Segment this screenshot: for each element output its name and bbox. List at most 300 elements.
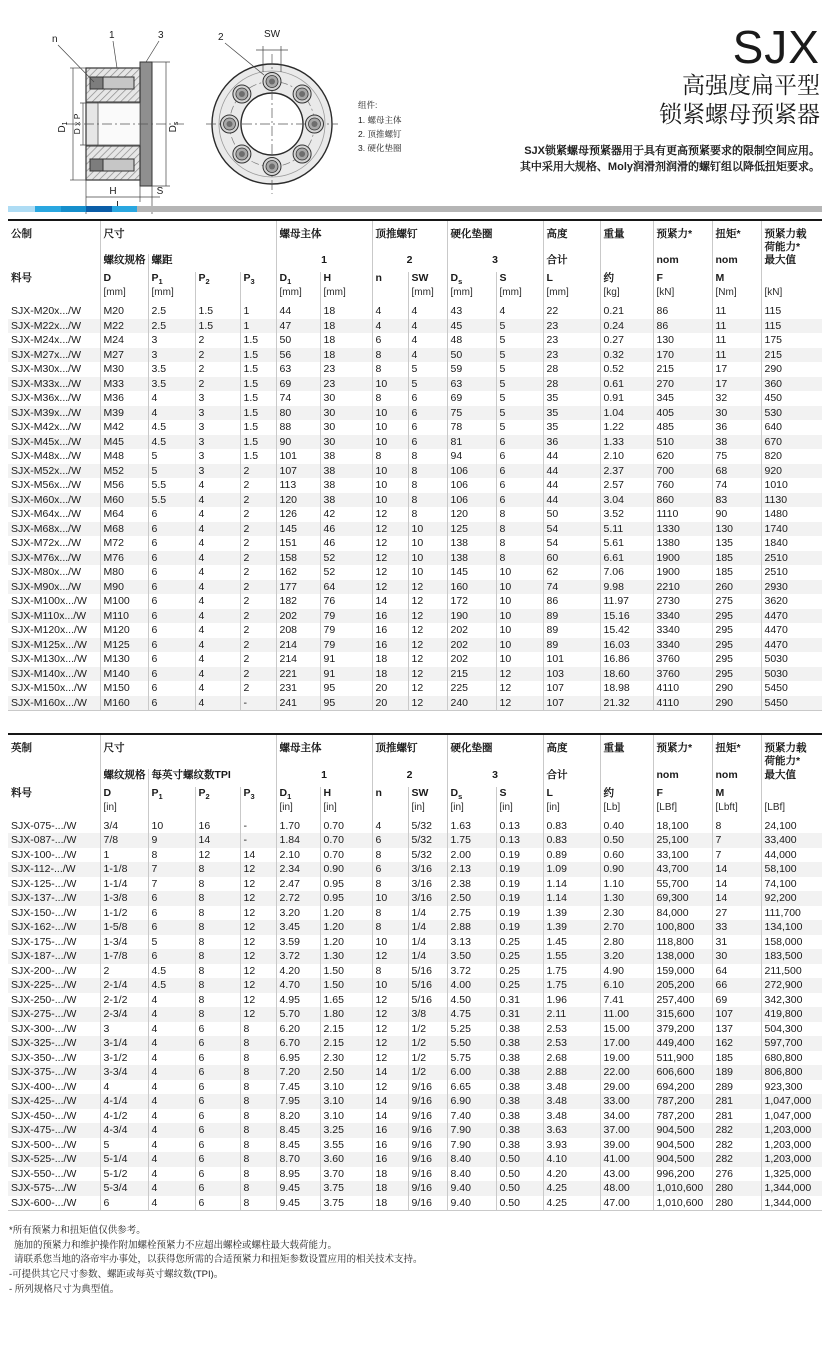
value-cell: 3 — [195, 420, 240, 435]
part-number-cell: SJX-187-.../W — [11, 950, 77, 962]
value-cell: 18 — [372, 1181, 408, 1196]
value-cell: 138 — [447, 536, 496, 551]
value-cell: 1,325,000 — [761, 1167, 822, 1182]
value-cell: 1.5 — [195, 319, 240, 334]
value-cell: M68 — [100, 522, 148, 537]
value-cell: 3.50 — [447, 949, 496, 964]
value-cell: 12 — [372, 1036, 408, 1051]
value-cell: 0.38 — [496, 1109, 543, 1124]
value-cell: 1330 — [653, 522, 712, 537]
value-cell: 2 — [195, 377, 240, 392]
value-cell: 16 — [372, 1123, 408, 1138]
value-cell: 1,344,000 — [761, 1181, 822, 1196]
part-number-cell: SJX-225-.../W — [11, 979, 77, 991]
value-cell: 5 — [496, 420, 543, 435]
spacer-cell — [8, 769, 100, 787]
value-cell: 81 — [447, 435, 496, 450]
value-cell: 1-1/2 — [100, 906, 148, 921]
value-cell: 2.11 — [543, 1007, 600, 1022]
value-cell: 4470 — [761, 609, 822, 624]
value-cell: 0.60 — [600, 848, 653, 863]
value-cell: 4.5 — [148, 978, 195, 993]
value-cell: 0.70 — [320, 833, 372, 848]
table-row — [8, 1152, 822, 1167]
thread-spec-label: 螺纹规格 — [100, 254, 148, 272]
value-cell: 2.5 — [148, 304, 195, 319]
part-number-cell: SJX-M60x.../W — [11, 493, 82, 506]
value-cell: 3.20 — [600, 949, 653, 964]
column-unit: [mm] — [543, 287, 600, 304]
value-cell: 3/16 — [408, 877, 447, 892]
table-row — [8, 362, 822, 377]
color-bar-segment — [8, 206, 35, 212]
value-cell: 6 — [195, 1051, 240, 1066]
value-cell: 8 — [372, 348, 408, 363]
part-number-cell: SJX-M120x.../W — [11, 624, 87, 637]
column-letter: D — [100, 787, 148, 802]
value-cell: 5.5 — [148, 493, 195, 508]
value-cell: 2730 — [653, 594, 712, 609]
value-cell: 6 — [195, 1167, 240, 1182]
value-cell: 700 — [653, 464, 712, 479]
value-cell: 9/16 — [408, 1181, 447, 1196]
value-cell: 3.52 — [600, 507, 653, 522]
value-cell: 30 — [320, 420, 372, 435]
product-subtitle-line2: 锁紧螺母预紧器 — [659, 101, 820, 128]
value-cell: 8.40 — [447, 1152, 496, 1167]
label-3: 3 — [158, 30, 164, 41]
value-cell: 6 — [372, 833, 408, 848]
value-cell: 11 — [712, 333, 761, 348]
value-cell: 6 — [100, 1196, 148, 1211]
value-cell: 8 — [240, 1123, 276, 1138]
value-cell: 158,000 — [761, 935, 822, 950]
group-size: 尺寸 — [100, 220, 276, 254]
value-cell: M42 — [100, 420, 148, 435]
component-number-3: 3 — [447, 254, 543, 272]
part-number-cell: SJX-M30x.../W — [11, 363, 82, 376]
value-cell: 4.20 — [276, 964, 320, 979]
value-cell: 4 — [372, 319, 408, 334]
table-row — [8, 1181, 822, 1196]
value-cell: 44 — [276, 304, 320, 319]
value-cell: 1/4 — [408, 949, 447, 964]
part-number-cell: SJX-162-.../W — [11, 921, 77, 933]
value-cell: 12 — [372, 522, 408, 537]
value-cell: 27 — [712, 906, 761, 921]
column-letter: F — [653, 272, 712, 287]
value-cell: 79 — [320, 623, 372, 638]
value-cell: 90 — [276, 435, 320, 450]
value-cell: 379,200 — [653, 1022, 712, 1037]
value-cell: 8 — [195, 964, 240, 979]
value-cell: 18 — [372, 652, 408, 667]
legend-item-1: 1. 螺母主体 — [358, 115, 402, 125]
value-cell: 74 — [712, 478, 761, 493]
value-cell: 7.45 — [276, 1080, 320, 1095]
value-cell: 2.50 — [447, 891, 496, 906]
table-row — [8, 833, 822, 848]
table-row — [8, 1007, 822, 1022]
dim-label-h: H — [109, 186, 117, 197]
value-cell: 5 — [148, 449, 195, 464]
column-unit: [mm] — [408, 287, 447, 304]
value-cell: 2 — [195, 333, 240, 348]
value-cell: 107 — [712, 1007, 761, 1022]
value-cell: 8 — [408, 464, 447, 479]
value-cell: 0.38 — [496, 1022, 543, 1037]
part-number-cell: SJX-100-.../W — [11, 848, 77, 861]
table-row — [8, 638, 822, 653]
value-cell: 44,000 — [761, 848, 822, 863]
preload-nom-label: nom — [653, 254, 712, 272]
value-cell: 34.00 — [600, 1109, 653, 1124]
value-cell: 511,900 — [653, 1051, 712, 1066]
part-number-cell: SJX-400-.../W — [11, 1080, 77, 1093]
value-cell: 12 — [240, 935, 276, 950]
value-cell: 0.38 — [496, 1036, 543, 1051]
value-cell: 9.40 — [447, 1196, 496, 1211]
value-cell: 78 — [447, 420, 496, 435]
value-cell: 4-3/4 — [100, 1123, 148, 1138]
value-cell: 1010 — [761, 478, 822, 493]
table-row — [8, 623, 822, 638]
value-cell: 9/16 — [408, 1109, 447, 1124]
value-cell: 5/32 — [408, 833, 447, 848]
value-cell: M27 — [100, 348, 148, 363]
value-cell: 3.13 — [447, 935, 496, 950]
value-cell: 450 — [761, 391, 822, 406]
value-cell: 36 — [543, 435, 600, 450]
spacer-cell — [600, 254, 653, 272]
value-cell: 282 — [712, 1152, 761, 1167]
side-view — [52, 30, 184, 214]
group-jack-screws: 顶推螺钉 — [372, 220, 447, 254]
value-cell: 694,200 — [653, 1080, 712, 1095]
value-cell: 90 — [712, 507, 761, 522]
label-n: n — [52, 34, 58, 45]
group-height: 高度 — [543, 220, 600, 254]
value-cell: 58,100 — [761, 862, 822, 877]
value-cell: 3 — [195, 435, 240, 450]
part-number-cell: SJX-175-.../W — [11, 935, 77, 948]
value-cell: 4 — [195, 652, 240, 667]
value-cell: 342,300 — [761, 993, 822, 1008]
value-cell: 8 — [372, 877, 408, 892]
value-cell: 88 — [276, 420, 320, 435]
value-cell: 9/16 — [408, 1123, 447, 1138]
part-number-cell: SJX-500-.../W — [11, 1138, 77, 1151]
value-cell: 1.30 — [600, 891, 653, 906]
value-cell: 15.16 — [600, 609, 653, 624]
value-cell: 280 — [712, 1181, 761, 1196]
value-cell: 95 — [320, 696, 372, 711]
product-series-title: SJX — [732, 21, 820, 73]
value-cell: 4 — [148, 1051, 195, 1066]
value-cell: 8 — [195, 862, 240, 877]
value-cell: 6 — [148, 920, 195, 935]
value-cell: 0.70 — [320, 819, 372, 834]
table-row — [8, 609, 822, 624]
value-cell: M64 — [100, 507, 148, 522]
value-cell: 221 — [276, 667, 320, 682]
value-cell: 0.50 — [496, 1181, 543, 1196]
value-cell: 4 — [496, 304, 543, 319]
value-cell: 6 — [408, 406, 447, 421]
value-cell: 241 — [276, 696, 320, 711]
value-cell: 295 — [712, 609, 761, 624]
value-cell: 5 — [148, 464, 195, 479]
table-row — [8, 1109, 822, 1124]
value-cell: 6.65 — [447, 1080, 496, 1095]
value-cell: 2.30 — [320, 1051, 372, 1066]
value-cell: 0.38 — [496, 1080, 543, 1095]
value-cell: 12 — [408, 667, 447, 682]
value-cell: 50 — [447, 348, 496, 363]
value-cell: 214 — [276, 638, 320, 653]
value-cell: 1/2 — [408, 1022, 447, 1037]
value-cell: M125 — [100, 638, 148, 653]
value-cell: 289 — [712, 1080, 761, 1095]
value-cell: 130 — [653, 333, 712, 348]
value-cell: 4.10 — [543, 1152, 600, 1167]
value-cell: 10 — [496, 638, 543, 653]
spacer-cell — [8, 254, 100, 272]
value-cell: M100 — [100, 594, 148, 609]
value-cell: 5 — [496, 348, 543, 363]
value-cell: 3.48 — [543, 1080, 600, 1095]
value-cell: 38 — [712, 435, 761, 450]
value-cell: 8 — [240, 1167, 276, 1182]
value-cell: 14 — [372, 1109, 408, 1124]
dim-label-s: S — [156, 186, 164, 197]
value-cell: 0.90 — [600, 862, 653, 877]
value-cell: 6 — [148, 681, 195, 696]
table-row — [8, 420, 822, 435]
value-cell: 182 — [276, 594, 320, 609]
value-cell: 92,200 — [761, 891, 822, 906]
value-cell: 15.42 — [600, 623, 653, 638]
value-cell: 4-1/2 — [100, 1109, 148, 1124]
value-cell: 2 — [240, 565, 276, 580]
value-cell: 63 — [447, 377, 496, 392]
column-letter: S — [496, 272, 543, 287]
column-letter: 约 — [600, 272, 653, 287]
product-description — [426, 143, 820, 176]
pitch-label: 每英寸螺纹数TPI — [148, 769, 276, 787]
part-number-cell: SJX-M125x.../W — [11, 638, 87, 651]
value-cell: 0.24 — [600, 319, 653, 334]
value-cell: 2510 — [761, 551, 822, 566]
value-cell: 1.5 — [240, 348, 276, 363]
value-cell: M110 — [100, 609, 148, 624]
value-cell: 12 — [240, 978, 276, 993]
value-cell: 7.90 — [447, 1123, 496, 1138]
column-unit: [LBf] — [653, 802, 712, 819]
value-cell: 3/16 — [408, 891, 447, 906]
imperial-table-header — [8, 734, 822, 818]
value-cell: - — [240, 696, 276, 711]
component-number-1: 1 — [276, 254, 372, 272]
value-cell: 4 — [195, 681, 240, 696]
metric-table-header — [8, 220, 822, 304]
table-row — [8, 565, 822, 580]
value-cell: 4 — [195, 667, 240, 682]
value-cell: 5450 — [761, 696, 822, 711]
column-letter: H — [320, 272, 372, 287]
value-cell: 10 — [496, 580, 543, 595]
torque-nom-label: nom — [712, 254, 761, 272]
column-letter: L — [543, 272, 600, 287]
value-cell: 0.38 — [496, 1123, 543, 1138]
group-torque: 扭矩* — [712, 220, 761, 254]
column-unit — [195, 802, 240, 819]
value-cell: 76 — [320, 594, 372, 609]
value-cell: 1.96 — [543, 993, 600, 1008]
table-row — [8, 464, 822, 479]
value-cell: 3.5 — [148, 377, 195, 392]
value-cell: 6 — [195, 1080, 240, 1095]
table-row — [8, 681, 822, 696]
value-cell: 6 — [148, 949, 195, 964]
value-cell: 6 — [195, 1036, 240, 1051]
value-cell: 126 — [276, 507, 320, 522]
part-number-cell: SJX-475-.../W — [11, 1124, 77, 1136]
column-letter: H — [320, 787, 372, 802]
value-cell: 6 — [148, 652, 195, 667]
column-letter: $P_2$ — [195, 272, 240, 287]
value-cell: 4470 — [761, 623, 822, 638]
value-cell: 69,300 — [653, 891, 712, 906]
value-cell: 4 — [195, 638, 240, 653]
value-cell: 3 — [195, 391, 240, 406]
technical-drawing — [14, 24, 426, 197]
value-cell: 1.39 — [543, 906, 600, 921]
value-cell: 1.5 — [240, 333, 276, 348]
value-cell: 904,500 — [653, 1123, 712, 1138]
value-cell: 9/16 — [408, 1152, 447, 1167]
value-cell: M48 — [100, 449, 148, 464]
group-nut-body: 螺母主体 — [276, 734, 372, 768]
part-number-cell: SJX-M33x.../W — [11, 377, 82, 390]
value-cell: 6 — [195, 1094, 240, 1109]
column-letter: $P_3$ — [240, 787, 276, 802]
value-cell: 8.45 — [276, 1123, 320, 1138]
value-cell: 6 — [148, 638, 195, 653]
dim-label-dxp: D x P — [72, 113, 82, 135]
table-row — [8, 891, 822, 906]
value-cell: 0.31 — [496, 993, 543, 1008]
value-cell: 2.70 — [600, 920, 653, 935]
part-number-cell: SJX-575-.../W — [11, 1182, 77, 1194]
column-unit — [148, 802, 195, 819]
value-cell: 46 — [320, 522, 372, 537]
value-cell: 12 — [496, 681, 543, 696]
value-cell: 5 — [496, 391, 543, 406]
value-cell: 145 — [276, 522, 320, 537]
value-cell: 0.83 — [543, 833, 600, 848]
column-unit: [mm] — [100, 287, 148, 304]
value-cell: 4 — [195, 507, 240, 522]
value-cell: 8 — [496, 522, 543, 537]
part-number-cell: SJX-250-.../W — [11, 993, 77, 1006]
value-cell: 0.19 — [496, 920, 543, 935]
thread-spec-label: 螺纹规格 — [100, 769, 148, 787]
value-cell: 0.50 — [496, 1196, 543, 1211]
value-cell: 6 — [148, 696, 195, 711]
value-cell: 12 — [240, 964, 276, 979]
value-cell: 1.50 — [320, 978, 372, 993]
value-cell: 8 — [240, 1109, 276, 1124]
value-cell: 1110 — [653, 507, 712, 522]
value-cell: 6 — [148, 667, 195, 682]
value-cell: 37.00 — [600, 1123, 653, 1138]
part-number-cell: SJX-M110x.../W — [11, 609, 87, 622]
value-cell: 2.5 — [148, 319, 195, 334]
value-cell: 3.10 — [320, 1094, 372, 1109]
value-cell: 4 — [408, 348, 447, 363]
value-cell: 2510 — [761, 565, 822, 580]
value-cell: 6 — [408, 420, 447, 435]
value-cell: 159,000 — [653, 964, 712, 979]
value-cell: 2.88 — [447, 920, 496, 935]
value-cell: 6.90 — [447, 1094, 496, 1109]
value-cell: 0.31 — [496, 1007, 543, 1022]
value-cell: 9.45 — [276, 1181, 320, 1196]
column-letter — [761, 787, 822, 802]
value-cell: 449,400 — [653, 1036, 712, 1051]
value-cell: 10 — [408, 522, 447, 537]
value-cell: 120 — [276, 493, 320, 508]
value-cell: 4 — [372, 304, 408, 319]
column-unit — [372, 287, 408, 304]
value-cell: 1.33 — [600, 435, 653, 450]
value-cell: 30 — [320, 406, 372, 421]
column-letter: n — [372, 272, 408, 287]
value-cell: 8 — [240, 1051, 276, 1066]
value-cell: 84,000 — [653, 906, 712, 921]
group-height: 高度 — [543, 734, 600, 768]
value-cell: 111,700 — [761, 906, 822, 921]
value-cell: 12 — [408, 609, 447, 624]
value-cell: 2.34 — [276, 862, 320, 877]
value-cell: 0.50 — [496, 1152, 543, 1167]
value-cell: 0.50 — [496, 1167, 543, 1182]
value-cell: 290 — [761, 362, 822, 377]
value-cell: 4 — [148, 1036, 195, 1051]
value-cell: 3.48 — [543, 1094, 600, 1109]
part-number-cell: SJX-087-.../W — [11, 834, 77, 846]
value-cell: 0.40 — [600, 819, 653, 834]
value-cell: 3.60 — [320, 1152, 372, 1167]
column-unit: [in] — [543, 802, 600, 819]
value-cell: 1.5 — [195, 304, 240, 319]
value-cell: 5-3/4 — [100, 1181, 148, 1196]
value-cell: 2.80 — [600, 935, 653, 950]
column-unit: [LBf] — [761, 802, 822, 819]
value-cell: 4 — [100, 1080, 148, 1095]
column-letter: $D_s$ — [447, 272, 496, 287]
value-cell: 2.13 — [447, 862, 496, 877]
value-cell: 3340 — [653, 623, 712, 638]
value-cell: 183,500 — [761, 949, 822, 964]
value-cell: 14 — [195, 833, 240, 848]
value-cell: 1.63 — [447, 819, 496, 834]
value-cell: 50 — [543, 507, 600, 522]
column-letter: M — [712, 272, 761, 287]
part-number-cell: SJX-550-.../W — [11, 1167, 77, 1180]
value-cell: 4.70 — [276, 978, 320, 993]
